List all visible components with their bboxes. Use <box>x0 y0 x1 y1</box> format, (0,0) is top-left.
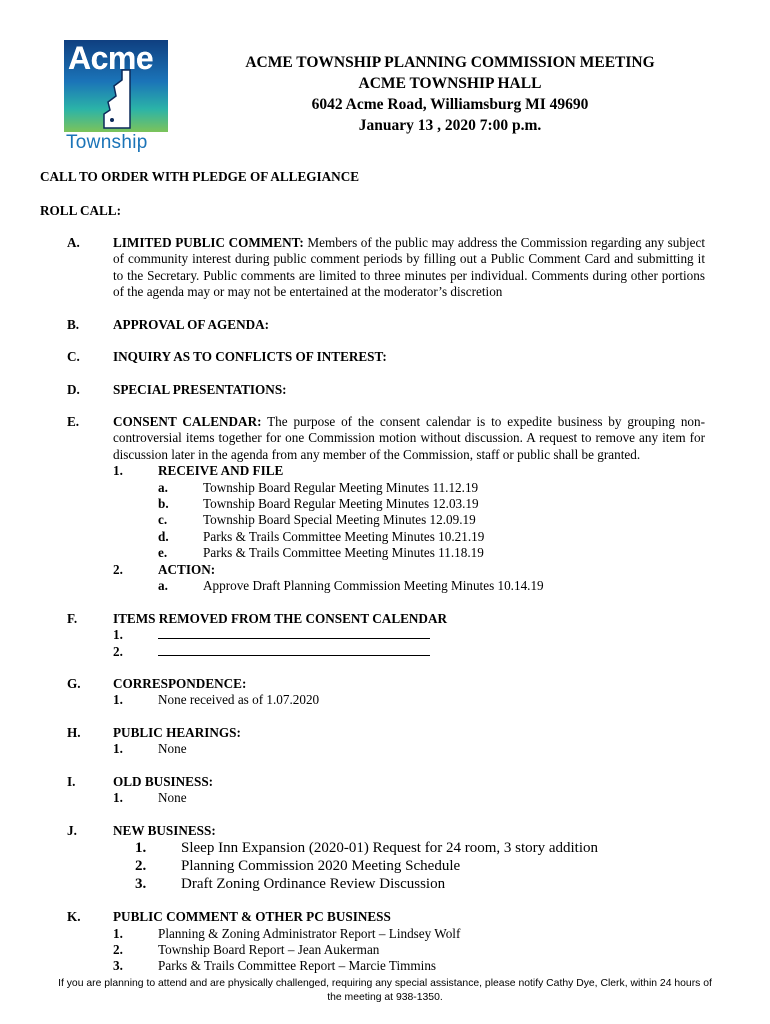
section-h-title: PUBLIC HEARINGS: <box>113 725 241 740</box>
list-item-letter: a. <box>158 578 168 593</box>
logo-word: Acme <box>68 40 154 76</box>
call-to-order: CALL TO ORDER WITH PLEDGE OF ALLEGIANCE <box>40 169 360 184</box>
list-item-letter: c. <box>158 512 168 527</box>
acme-township-logo <box>64 40 172 156</box>
footer-line-1: If you are planning to attend and are physically challenged, requiring any special assistance, please notify Cathy Dye, Clerk, within 24 hours of <box>58 978 712 989</box>
list-item: Township Board Special Meeting Minutes 12.09.19 <box>203 512 476 527</box>
section-g-letter: G. <box>67 676 81 691</box>
header-date: January 13 , 2020 7:00 p.m. <box>358 117 542 134</box>
section-h-num: 1. <box>113 741 123 756</box>
section-g-title: CORRESPONDENCE: <box>113 676 247 691</box>
section-b-letter: B. <box>67 317 80 332</box>
section-j-num: 1. <box>135 840 147 856</box>
section-e2-title: ACTION: <box>158 562 216 577</box>
section-i-text: None <box>158 790 187 805</box>
section-f-letter: F. <box>67 611 78 626</box>
accessibility-footer <box>40 977 730 1005</box>
list-item: Parks & Trails Committee Meeting Minutes 10.21.19 <box>203 529 485 544</box>
list-item: Township Board Regular Meeting Minutes 12.03.19 <box>203 496 479 511</box>
section-f-num2: 2. <box>113 644 123 659</box>
roll-call: ROLL CALL: <box>40 203 121 218</box>
header-address: 6042 Acme Road, Williamsburg MI 49690 <box>311 96 589 113</box>
section-e-text <box>113 414 705 463</box>
section-f-title: ITEMS REMOVED FROM THE CONSENT CALENDAR <box>113 611 448 626</box>
section-j-letter: J. <box>67 823 77 838</box>
section-c-title: INQUIRY AS TO CONFLICTS OF INTEREST: <box>113 349 387 364</box>
section-e2-num: 2. <box>113 562 123 577</box>
section-d-title: SPECIAL PRESENTATIONS: <box>113 382 287 397</box>
list-item: Parks & Trails Committee Meeting Minutes 11.18.19 <box>203 545 484 560</box>
section-b-title: APPROVAL OF AGENDA: <box>113 317 270 332</box>
logo-township-text: Township <box>66 132 148 153</box>
section-c-letter: C. <box>67 349 80 364</box>
header-venue: ACME TOWNSHIP HALL <box>358 75 542 92</box>
list-item: Township Board Regular Meeting Minutes 11.12.19 <box>203 480 479 495</box>
list-item-letter: b. <box>158 496 169 511</box>
section-a-text <box>113 235 705 301</box>
meeting-header <box>180 52 720 136</box>
list-item-letter: e. <box>158 545 168 560</box>
list-item: Township Board Report – Jean Aukerman <box>158 942 380 957</box>
list-item-letter: d. <box>158 529 169 544</box>
blank-line <box>158 627 430 639</box>
header-title: ACME TOWNSHIP PLANNING COMMISSION MEETING <box>245 54 655 71</box>
list-item: Approve Draft Planning Commission Meeting Minutes 10.14.19 <box>203 578 544 593</box>
section-i-letter: I. <box>67 774 76 789</box>
list-item: Draft Zoning Ordinance Review Discussion <box>181 876 446 892</box>
section-e-lead: CONSENT CALENDAR: <box>113 414 262 429</box>
section-e-letter: E. <box>67 414 80 429</box>
section-e1-title: RECEIVE AND FILE <box>158 463 284 478</box>
list-item: Sleep Inn Expansion (2020-01) Request for 24 room, 3 story addition <box>181 840 599 856</box>
section-k-num: 3. <box>113 958 123 973</box>
section-i-title: OLD BUSINESS: <box>113 774 214 789</box>
section-a-body: Members of the public may address the Commission regarding any subject of community interest during public comment periods by filling out a Public Comment Card and submitting it to the Secretary. Public comments are limited to three minutes per individual. Comments during other portions of the agenda may or may not be entertained at the moderator’s discretion <box>113 235 705 300</box>
section-k-num: 1. <box>113 926 123 941</box>
section-d-letter: D. <box>67 382 80 397</box>
section-i-num: 1. <box>113 790 123 805</box>
list-item: Planning & Zoning Administrator Report – Lindsey Wolf <box>158 926 461 941</box>
list-item: Parks & Trails Committee Report – Marcie Timmins <box>158 958 437 973</box>
section-k-letter: K. <box>67 909 81 924</box>
section-e-body: The purpose of the consent calendar is to expedite business by grouping non-controversial items together for one Commission motion without discussion. A request to remove any item for discussion later in the agenda from any member of the Commission, staff or public shall be granted. <box>113 414 705 462</box>
section-g-num: 1. <box>113 692 123 707</box>
section-f-num1: 1. <box>113 627 123 642</box>
section-j-num: 2. <box>135 858 147 874</box>
section-e1-num: 1. <box>113 463 123 478</box>
section-h-letter: H. <box>67 725 81 740</box>
section-g-text: None received as of 1.07.2020 <box>158 692 320 707</box>
list-item: Planning Commission 2020 Meeting Schedule <box>181 858 461 874</box>
section-a-letter: A. <box>67 235 80 250</box>
section-j-num: 3. <box>135 876 147 892</box>
section-a-lead: LIMITED PUBLIC COMMENT: <box>113 235 304 250</box>
list-item-letter: a. <box>158 480 168 495</box>
section-k-num: 2. <box>113 942 123 957</box>
blank-line <box>158 644 430 656</box>
section-j-title: NEW BUSINESS: <box>113 823 216 838</box>
section-h-text: None <box>158 741 187 756</box>
section-k-title: PUBLIC COMMENT & OTHER PC BUSINESS <box>113 909 391 924</box>
footer-line-2: the meeting at 938-1350. <box>327 992 443 1003</box>
